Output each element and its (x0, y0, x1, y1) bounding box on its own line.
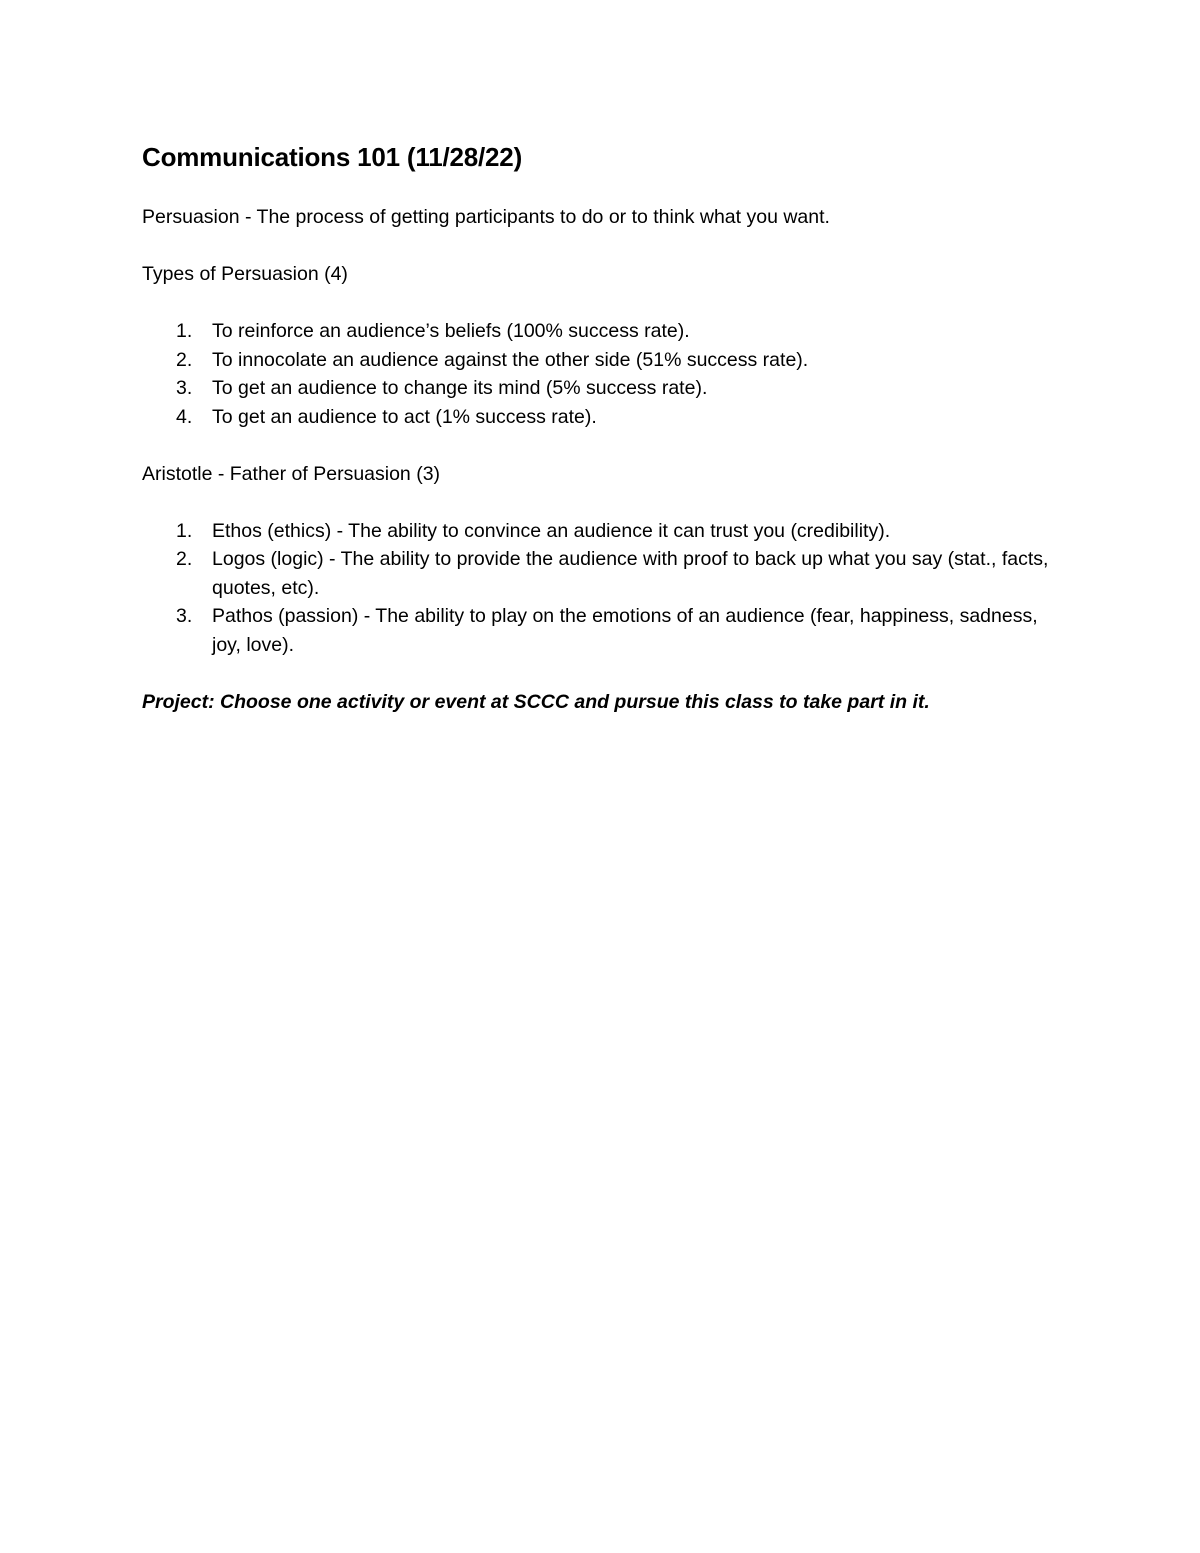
list-item-text: Pathos (passion) - The ability to play on the emotions of an audience (fear, happiness, sadness, joy, love). (212, 605, 1038, 656)
types-heading: Types of Persuasion (4) (142, 263, 348, 285)
project-statement: Project: Choose one activity or event at SCCC and pursue this class to take part in it. (142, 690, 930, 713)
aristotle-heading: Aristotle - Father of Persuasion (3) (142, 462, 441, 485)
list-item (142, 517, 1062, 546)
list-number: 1. (176, 320, 193, 342)
list-item (142, 317, 1062, 346)
list-number: 3. (176, 605, 193, 627)
list-item (142, 346, 1062, 375)
persuasion-definition: Persuasion - The process of getting participants to do or to think what you want. (142, 206, 830, 228)
list-item-text: To get an audience to act (1% success rate). (212, 405, 597, 428)
list-item (142, 403, 1062, 432)
list-number: 2. (176, 348, 193, 371)
list-item (142, 374, 1062, 403)
document-title: Communications 101 (11/28/22) (142, 142, 523, 172)
document-content (142, 140, 1062, 716)
list-item-text: Ethos (ethics) - The ability to convince an audience it can trust you (credibility). (212, 519, 891, 542)
list-number: 4. (176, 405, 193, 428)
list-item (142, 602, 1062, 659)
list-item-text: To get an audience to change its mind (5% success rate). (212, 377, 708, 399)
list-item-text: Logos (logic) - The ability to provide the audience with proof to back up what you say (stat., facts, quotes, etc). (212, 548, 1049, 599)
list-item-text: To reinforce an audience’s beliefs (100% success rate). (212, 320, 690, 342)
list-item (142, 545, 1062, 602)
list-item-text: To innocolate an audience against the other side (51% success rate). (212, 348, 809, 371)
list-number: 1. (176, 519, 193, 542)
types-list (142, 317, 1062, 431)
list-number: 2. (176, 548, 193, 570)
list-number: 3. (176, 377, 193, 399)
appeals-list (142, 517, 1062, 660)
